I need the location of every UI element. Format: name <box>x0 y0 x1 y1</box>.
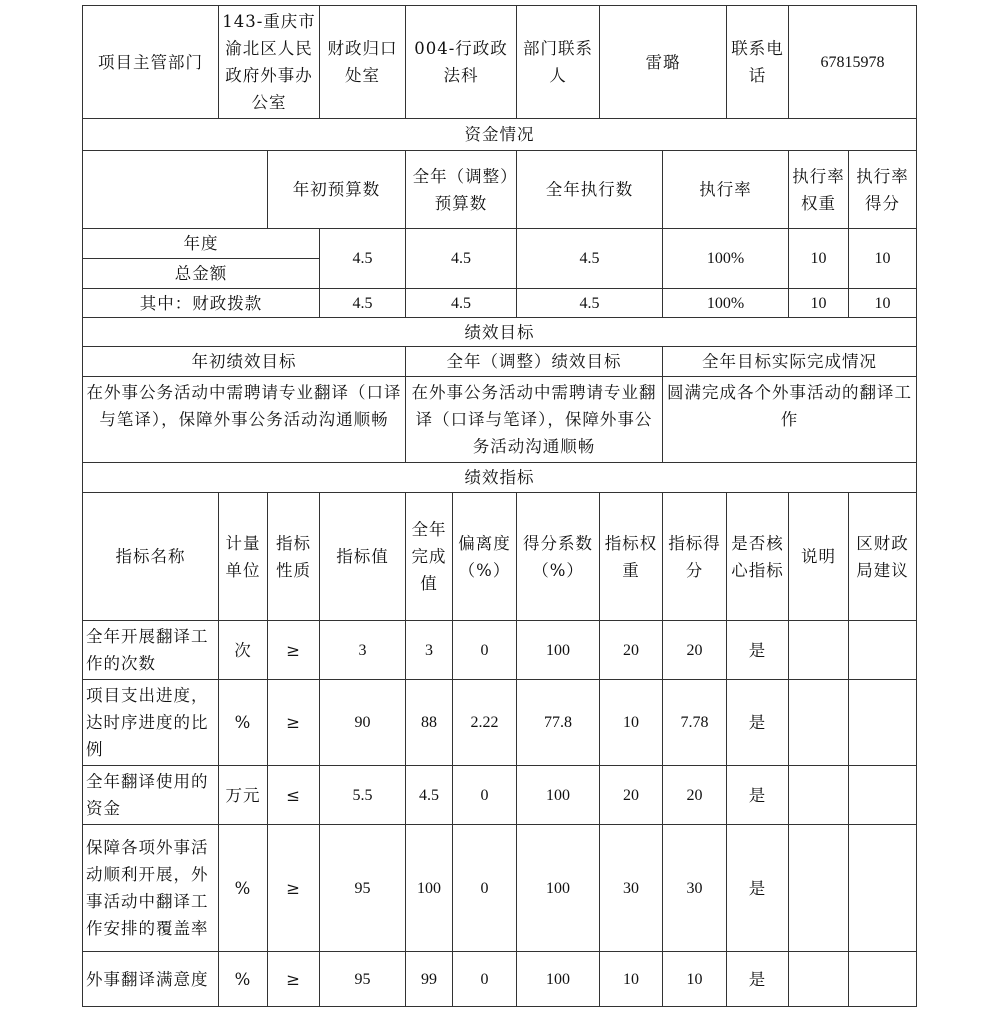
ind-row-unit: % <box>219 680 268 766</box>
ind-row-advice <box>849 952 917 1007</box>
ind-row-name: 外事翻译满意度 <box>83 952 219 1007</box>
funds-total-score: 10 <box>849 229 917 289</box>
ind-row-advice <box>849 766 917 825</box>
ind-row-nature: ≥ <box>268 825 320 952</box>
ind-row-deviation: 0 <box>453 952 517 1007</box>
ind-header-name: 指标名称 <box>83 493 219 621</box>
ind-row-unit: % <box>219 825 268 952</box>
ind-row-actual: 100 <box>406 825 453 952</box>
ind-row-core: 是 <box>727 621 789 680</box>
ind-row-score: 7.78 <box>663 680 727 766</box>
ind-row-actual: 88 <box>406 680 453 766</box>
ind-row-name: 项目支出进度，达时序进度的比例 <box>83 680 219 766</box>
funds-total-rate: 100% <box>663 229 789 289</box>
ind-row-weight: 20 <box>600 621 663 680</box>
ind-row-name: 保障各项外事活动顺利开展，外事活动中翻译工作安排的覆盖率 <box>83 825 219 952</box>
performance-table <box>82 5 917 1007</box>
ind-row-deviation: 0 <box>453 825 517 952</box>
ind-row-target: 5.5 <box>320 766 406 825</box>
ind-row-deviation: 0 <box>453 621 517 680</box>
ind-header-note: 说明 <box>789 493 849 621</box>
ind-row-advice <box>849 680 917 766</box>
table-row <box>83 825 917 952</box>
funds-col-adjusted: 全年（调整）预算数 <box>406 151 517 229</box>
funds-col-initial: 年初预算数 <box>268 151 406 229</box>
ind-row-actual: 3 <box>406 621 453 680</box>
table-row <box>83 680 917 766</box>
funds-fiscal-adjusted: 4.5 <box>406 289 517 318</box>
funds-fiscal-initial: 4.5 <box>320 289 406 318</box>
ind-row-core: 是 <box>727 825 789 952</box>
ind-row-actual: 99 <box>406 952 453 1007</box>
ind-row-target: 90 <box>320 680 406 766</box>
goals-initial-label: 年初绩效目标 <box>83 347 406 377</box>
ind-row-core: 是 <box>727 766 789 825</box>
funds-row-total: 总金额 <box>83 259 320 289</box>
ind-row-note <box>789 680 849 766</box>
funds-row-year: 年度 <box>83 229 320 259</box>
ind-row-score: 20 <box>663 766 727 825</box>
goals-actual-label: 全年目标实际完成情况 <box>663 347 917 377</box>
ind-header-unit: 计量单位 <box>219 493 268 621</box>
funds-fiscal-weight: 10 <box>789 289 849 318</box>
goals-actual-text: 圆满完成各个外事活动的翻译工作 <box>663 377 917 463</box>
finance-value: 004-行政政法科 <box>406 6 517 119</box>
phone-value: 67815978 <box>789 6 917 119</box>
funds-corner <box>83 151 268 229</box>
ind-row-target: 95 <box>320 952 406 1007</box>
ind-row-unit: 万元 <box>219 766 268 825</box>
ind-header-nature: 指标性质 <box>268 493 320 621</box>
goals-adjusted-label: 全年（调整）绩效目标 <box>406 347 663 377</box>
funds-col-weight: 执行率权重 <box>789 151 849 229</box>
ind-row-score: 20 <box>663 621 727 680</box>
ind-row-note <box>789 952 849 1007</box>
ind-row-note <box>789 766 849 825</box>
ind-row-weight: 10 <box>600 680 663 766</box>
funds-row-fiscal: 其中：财政拨款 <box>83 289 320 318</box>
ind-row-unit: 次 <box>219 621 268 680</box>
ind-row-name: 全年翻译使用的资金 <box>83 766 219 825</box>
funds-fiscal-rate: 100% <box>663 289 789 318</box>
ind-header-core: 是否核心指标 <box>727 493 789 621</box>
table-row <box>83 952 917 1007</box>
goals-initial-text: 在外事公务活动中需聘请专业翻译（口译与笔译），保障外事公务活动沟通顺畅 <box>83 377 406 463</box>
ind-row-score: 30 <box>663 825 727 952</box>
ind-row-note <box>789 621 849 680</box>
ind-row-weight: 30 <box>600 825 663 952</box>
ind-row-target: 95 <box>320 825 406 952</box>
ind-header-deviation: 偏离度（%） <box>453 493 517 621</box>
ind-row-note <box>789 825 849 952</box>
contact-value: 雷璐 <box>600 6 727 119</box>
funds-col-score: 执行率得分 <box>849 151 917 229</box>
funds-col-rate: 执行率 <box>663 151 789 229</box>
funds-total-executed: 4.5 <box>517 229 663 289</box>
funds-section-title: 资金情况 <box>83 119 917 151</box>
ind-row-deviation: 2.22 <box>453 680 517 766</box>
funds-fiscal-executed: 4.5 <box>517 289 663 318</box>
ind-row-name: 全年开展翻译工作的次数 <box>83 621 219 680</box>
ind-row-coef: 100 <box>517 952 600 1007</box>
finance-label: 财政归口处室 <box>320 6 406 119</box>
table-row <box>83 766 917 825</box>
ind-row-score: 10 <box>663 952 727 1007</box>
ind-row-deviation: 0 <box>453 766 517 825</box>
ind-row-advice <box>849 825 917 952</box>
dept-label: 项目主管部门 <box>83 6 219 119</box>
funds-total-initial: 4.5 <box>320 229 406 289</box>
ind-row-unit: % <box>219 952 268 1007</box>
ind-row-coef: 77.8 <box>517 680 600 766</box>
ind-row-coef: 100 <box>517 621 600 680</box>
ind-row-core: 是 <box>727 952 789 1007</box>
contact-label: 部门联系人 <box>517 6 600 119</box>
ind-row-coef: 100 <box>517 766 600 825</box>
funds-total-weight: 10 <box>789 229 849 289</box>
ind-header-weight: 指标权重 <box>600 493 663 621</box>
ind-row-nature: ≥ <box>268 952 320 1007</box>
ind-header-actual: 全年完成值 <box>406 493 453 621</box>
funds-total-adjusted: 4.5 <box>406 229 517 289</box>
ind-header-advice: 区财政局建议 <box>849 493 917 621</box>
table-row <box>83 621 917 680</box>
ind-header-coef: 得分系数（%） <box>517 493 600 621</box>
indicators-section-title: 绩效指标 <box>83 463 917 493</box>
ind-row-weight: 10 <box>600 952 663 1007</box>
ind-header-score: 指标得分 <box>663 493 727 621</box>
ind-row-nature: ≥ <box>268 680 320 766</box>
ind-row-nature: ≤ <box>268 766 320 825</box>
ind-row-target: 3 <box>320 621 406 680</box>
ind-row-actual: 4.5 <box>406 766 453 825</box>
goals-section-title: 绩效目标 <box>83 318 917 347</box>
dept-value: 143-重庆市渝北区人民政府外事办公室 <box>219 6 320 119</box>
ind-row-core: 是 <box>727 680 789 766</box>
phone-label: 联系电话 <box>727 6 789 119</box>
ind-row-weight: 20 <box>600 766 663 825</box>
ind-row-advice <box>849 621 917 680</box>
funds-fiscal-score: 10 <box>849 289 917 318</box>
goals-adjusted-text: 在外事公务活动中需聘请专业翻译（口译与笔译），保障外事公务活动沟通顺畅 <box>406 377 663 463</box>
ind-header-target: 指标值 <box>320 493 406 621</box>
funds-col-executed: 全年执行数 <box>517 151 663 229</box>
ind-row-coef: 100 <box>517 825 600 952</box>
ind-row-nature: ≥ <box>268 621 320 680</box>
